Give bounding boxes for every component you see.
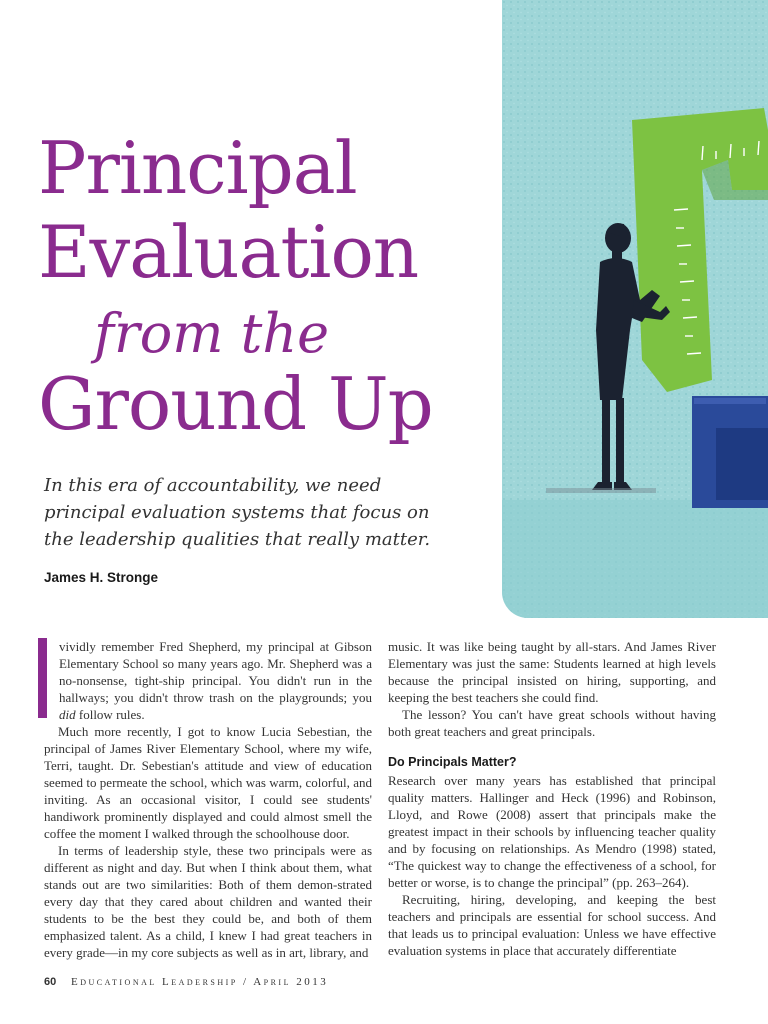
article-deck: In this era of accountability, we need principal evaluation systems that focus on the leadership qualities that really matter. [44, 475, 431, 550]
cover-illustration [502, 0, 768, 618]
title-line-3: from the [94, 302, 330, 365]
publication-info: Educational Leadership / April 2013 [71, 976, 329, 988]
drop-cap-bar [38, 638, 47, 718]
paragraph-2: Much more recently, I got to know Lucia Sebestian, the principal of James River Elementary School, where my wife, Terri, taught. Dr. Sebestian's attitude and view of education seemed to permeate the school, which was warm, colorful, and inviting. As an occasional visitor, I could see students' handiwork prominently displayed and could almost smell the coffee the moment I walked through the schoolhouse door. [44, 724, 372, 841]
floor-line [546, 488, 656, 493]
paragraph-5: The lesson? You can't have great schools without having both great teachers and great principals. [388, 707, 716, 739]
illustration-svg [502, 0, 768, 618]
paragraph-3: In terms of leadership style, these two principals were as different as night and day. But when I think about them, what stands out are two similarities: Both of them demon-strated every day that they cared about children and wanted their students to be the best they could be, and both of them emphasized talent. As a child, I knew I had great teachers in every grade—in my core subjects as well as in art, library, and [44, 843, 372, 960]
title-line-1: Principal [38, 126, 357, 210]
body-column-1 [44, 638, 372, 961]
page-number: 60 [44, 976, 57, 988]
paragraph-1 [44, 638, 372, 723]
ground-shadow [502, 500, 768, 618]
title-line-4: Ground Up [38, 362, 433, 446]
title-line-2: Evaluation [38, 210, 419, 294]
section-heading: Do Principals Matter? [388, 755, 517, 769]
author-byline: James H. Stronge [44, 570, 159, 585]
paragraph-7: Recruiting, hiring, developing, and keeping the best teachers and principals are essential for school success. And that leads us to principal evaluation: Unless we have effective evaluation systems in place that accurately differentiate [388, 892, 716, 958]
page-footer [44, 976, 328, 988]
paragraph-1-tail: follow rules. [75, 707, 145, 722]
blue-block [692, 396, 768, 508]
paragraph-6: Research over many years has established that principal quality matters. Hallinger and Heck (1996) and Robinson, Lloyd, and Rowe (2008) assert that principals make the greatest impact in their schools by influencing teacher quality and by focusing on relationships. As Mendro (1998) stated, “The quickest way to change the effectiveness of a school, for better or worse, is to change the principal” (pp. 263–264). [388, 773, 716, 890]
paragraph-1-lead: vividly remember Fred Shepherd, my principal at Gibson Elementary School so many years ago. Mr. Shepherd was a no-nonsense, tight-ship principal. You didn't run in the hallways; you didn't throw trash on the playgrounds; you [59, 639, 372, 705]
paragraph-1-emphasis: did [59, 707, 76, 722]
body-column-2 [388, 638, 716, 959]
paragraph-4: music. It was like being taught by all-stars. And James River Elementary was just the same: Students learned at high levels because the principal insisted on hiring, supporting, and keeping the best teachers she could find. [388, 639, 716, 705]
